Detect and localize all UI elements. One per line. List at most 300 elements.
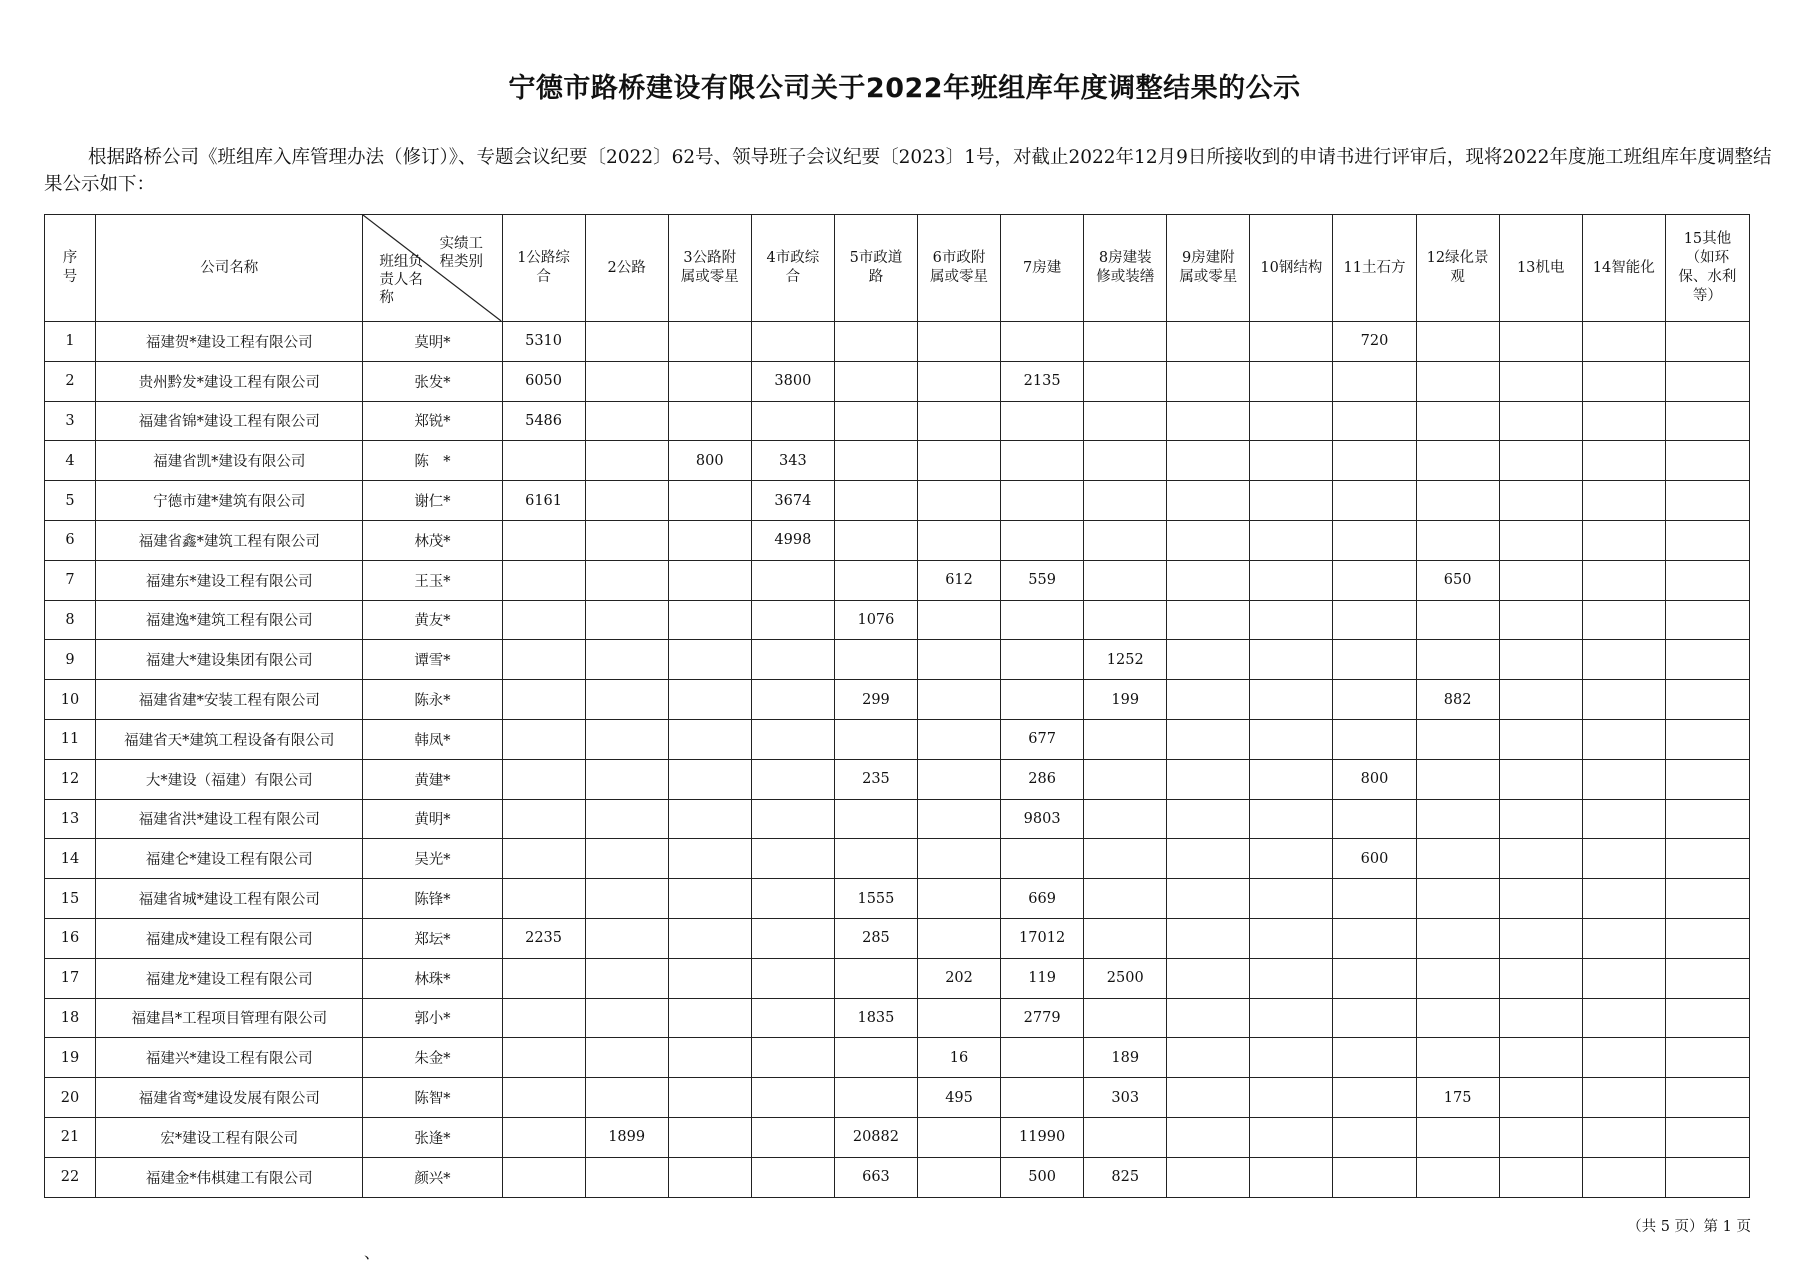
- row-value: [1665, 759, 1749, 799]
- row-seq: 21: [45, 1117, 96, 1157]
- row-value: [668, 958, 751, 998]
- row-value: [1416, 401, 1499, 441]
- row-value: [1582, 600, 1665, 640]
- row-seq: 14: [45, 839, 96, 879]
- row-value: 3674: [751, 481, 834, 521]
- row-value: [1167, 600, 1250, 640]
- row-value: [1416, 640, 1499, 680]
- row-company: 福建龙*建设工程有限公司: [96, 958, 363, 998]
- row-value: [1416, 600, 1499, 640]
- row-value: [751, 401, 834, 441]
- row-value: [1582, 958, 1665, 998]
- row-value: [668, 1038, 751, 1078]
- row-value: [1001, 441, 1084, 481]
- row-value: [1333, 1038, 1416, 1078]
- row-value: [668, 481, 751, 521]
- row-seq: 19: [45, 1038, 96, 1078]
- row-value: [502, 799, 585, 839]
- row-value: 5310: [502, 322, 585, 362]
- row-value: [1001, 322, 1084, 362]
- row-company: 福建金*伟棋建工有限公司: [96, 1157, 363, 1197]
- row-company: 福建省鑫*建筑工程有限公司: [96, 520, 363, 560]
- row-value: [1084, 799, 1167, 839]
- row-value: [834, 401, 917, 441]
- row-value: [1084, 560, 1167, 600]
- row-value: [1416, 799, 1499, 839]
- row-value: [1582, 879, 1665, 919]
- row-value: [1333, 1157, 1416, 1197]
- row-value: [1333, 520, 1416, 560]
- row-value: [834, 640, 917, 680]
- row-value: [1250, 1078, 1333, 1118]
- row-company: 福建贺*建设工程有限公司: [96, 322, 363, 362]
- row-value: [1582, 322, 1665, 362]
- row-value: [502, 560, 585, 600]
- row-value: [1250, 1117, 1333, 1157]
- row-value: [1665, 1078, 1749, 1118]
- row-value: 6161: [502, 481, 585, 521]
- row-value: [1499, 680, 1582, 720]
- row-value: [1416, 1038, 1499, 1078]
- row-company: 福建省天*建筑工程设备有限公司: [96, 719, 363, 759]
- header-category: 3公路附属或零星: [668, 215, 751, 322]
- header-company: 公司名称: [96, 215, 363, 322]
- row-value: [1250, 401, 1333, 441]
- row-value: [585, 759, 668, 799]
- row-value: [1084, 322, 1167, 362]
- row-value: [1499, 719, 1582, 759]
- row-value: [751, 958, 834, 998]
- row-value: [1167, 879, 1250, 919]
- row-value: [1250, 640, 1333, 680]
- row-seq: 17: [45, 958, 96, 998]
- row-value: [751, 998, 834, 1038]
- row-value: [1665, 918, 1749, 958]
- row-value: [1084, 759, 1167, 799]
- row-value: 20882: [834, 1117, 917, 1157]
- row-value: [1167, 719, 1250, 759]
- row-company: 大*建设（福建）有限公司: [96, 759, 363, 799]
- row-value: [1167, 481, 1250, 521]
- row-value: [1582, 1038, 1665, 1078]
- row-value: [1665, 1117, 1749, 1157]
- row-value: [917, 680, 1000, 720]
- row-value: [585, 361, 668, 401]
- row-leader: 郑锐*: [363, 401, 502, 441]
- table-row: [45, 680, 1750, 720]
- row-value: [1084, 520, 1167, 560]
- row-leader: 陈智*: [363, 1078, 502, 1118]
- row-value: [1250, 481, 1333, 521]
- row-value: [585, 1157, 668, 1197]
- row-value: [585, 1038, 668, 1078]
- row-value: [917, 361, 1000, 401]
- row-value: [1499, 958, 1582, 998]
- row-value: [751, 1157, 834, 1197]
- header-category: 9房建附属或零星: [1167, 215, 1250, 322]
- row-value: [1499, 1078, 1582, 1118]
- row-leader: 张发*: [363, 361, 502, 401]
- row-value: [1250, 560, 1333, 600]
- row-seq: 16: [45, 918, 96, 958]
- table-row: [45, 600, 1750, 640]
- row-value: [668, 560, 751, 600]
- row-value: [585, 401, 668, 441]
- row-leader: 吴光*: [363, 839, 502, 879]
- row-value: [585, 481, 668, 521]
- row-value: [1084, 918, 1167, 958]
- row-value: [668, 1078, 751, 1118]
- row-value: [1582, 361, 1665, 401]
- row-value: [502, 839, 585, 879]
- row-value: [1416, 998, 1499, 1038]
- row-value: [917, 401, 1000, 441]
- table-row: [45, 520, 1750, 560]
- row-value: [1499, 600, 1582, 640]
- header-category: 14智能化: [1582, 215, 1665, 322]
- row-value: [1499, 759, 1582, 799]
- row-seq: 12: [45, 759, 96, 799]
- row-value: [502, 640, 585, 680]
- row-value: [1416, 1157, 1499, 1197]
- row-value: 720: [1333, 322, 1416, 362]
- row-seq: 10: [45, 680, 96, 720]
- row-seq: 2: [45, 361, 96, 401]
- row-value: 1555: [834, 879, 917, 919]
- row-value: [1333, 560, 1416, 600]
- row-value: [1001, 640, 1084, 680]
- row-value: [668, 918, 751, 958]
- row-leader: 陈锋*: [363, 879, 502, 919]
- row-value: [834, 839, 917, 879]
- row-value: [1665, 441, 1749, 481]
- row-value: [1582, 640, 1665, 680]
- row-seq: 4: [45, 441, 96, 481]
- row-value: [1499, 918, 1582, 958]
- row-value: 17012: [1001, 918, 1084, 958]
- row-value: [1582, 680, 1665, 720]
- row-value: [1582, 401, 1665, 441]
- row-value: [1499, 481, 1582, 521]
- row-value: 1835: [834, 998, 917, 1038]
- row-value: [1084, 361, 1167, 401]
- row-value: [1250, 759, 1333, 799]
- row-value: [668, 799, 751, 839]
- row-value: [502, 1157, 585, 1197]
- row-value: [1250, 958, 1333, 998]
- row-seq: 6: [45, 520, 96, 560]
- row-company: 福建省城*建设工程有限公司: [96, 879, 363, 919]
- row-value: [668, 839, 751, 879]
- row-value: [1167, 401, 1250, 441]
- row-seq: 15: [45, 879, 96, 919]
- row-value: [668, 401, 751, 441]
- row-value: [668, 879, 751, 919]
- table-row: [45, 401, 1750, 441]
- row-value: 669: [1001, 879, 1084, 919]
- row-value: [1665, 680, 1749, 720]
- row-value: [1167, 918, 1250, 958]
- row-value: [585, 879, 668, 919]
- row-value: [1250, 441, 1333, 481]
- row-company: 宁德市建*建筑有限公司: [96, 481, 363, 521]
- row-value: [1499, 879, 1582, 919]
- row-company: 福建昌*工程项目管理有限公司: [96, 998, 363, 1038]
- table-row: [45, 759, 1750, 799]
- row-value: [1416, 839, 1499, 879]
- row-value: 303: [1084, 1078, 1167, 1118]
- row-value: [917, 998, 1000, 1038]
- row-leader: 颜兴*: [363, 1157, 502, 1197]
- row-value: [1665, 322, 1749, 362]
- row-value: [1333, 680, 1416, 720]
- row-leader: 朱金*: [363, 1038, 502, 1078]
- row-value: [1499, 799, 1582, 839]
- row-value: [834, 560, 917, 600]
- row-leader: 陈永*: [363, 680, 502, 720]
- row-value: [1250, 1157, 1333, 1197]
- row-value: [751, 680, 834, 720]
- row-value: [1333, 879, 1416, 919]
- row-value: [502, 680, 585, 720]
- row-value: [834, 520, 917, 560]
- row-value: [1416, 481, 1499, 521]
- row-value: [502, 441, 585, 481]
- row-value: [751, 879, 834, 919]
- row-value: [585, 441, 668, 481]
- row-value: 5486: [502, 401, 585, 441]
- row-value: [1582, 1117, 1665, 1157]
- header-category: 7房建: [1001, 215, 1084, 322]
- row-value: [917, 719, 1000, 759]
- row-value: 495: [917, 1078, 1000, 1118]
- header-category: 4市政综合: [751, 215, 834, 322]
- row-value: [834, 361, 917, 401]
- row-value: [585, 719, 668, 759]
- row-value: [1167, 1117, 1250, 1157]
- row-value: [1167, 441, 1250, 481]
- row-value: [751, 1038, 834, 1078]
- row-value: [1167, 1157, 1250, 1197]
- row-value: [585, 839, 668, 879]
- row-value: [1416, 322, 1499, 362]
- row-value: [668, 719, 751, 759]
- row-value: [1333, 401, 1416, 441]
- row-value: [834, 799, 917, 839]
- table-row: [45, 1157, 1750, 1197]
- row-value: 2235: [502, 918, 585, 958]
- row-value: 800: [1333, 759, 1416, 799]
- row-value: [668, 680, 751, 720]
- row-leader: 陈 *: [363, 441, 502, 481]
- row-value: [1167, 680, 1250, 720]
- row-value: [1333, 361, 1416, 401]
- row-value: [585, 998, 668, 1038]
- row-value: [1250, 600, 1333, 640]
- row-value: [751, 839, 834, 879]
- row-value: 189: [1084, 1038, 1167, 1078]
- row-value: [1665, 640, 1749, 680]
- row-value: [1167, 759, 1250, 799]
- row-value: [585, 918, 668, 958]
- row-company: 福建仑*建设工程有限公司: [96, 839, 363, 879]
- row-value: [1665, 839, 1749, 879]
- row-company: 福建省洪*建设工程有限公司: [96, 799, 363, 839]
- row-company: 贵州黔发*建设工程有限公司: [96, 361, 363, 401]
- row-seq: 7: [45, 560, 96, 600]
- row-value: [1416, 361, 1499, 401]
- table-row: [45, 958, 1750, 998]
- row-value: [1001, 839, 1084, 879]
- row-company: 福建逸*建筑工程有限公司: [96, 600, 363, 640]
- row-value: [917, 759, 1000, 799]
- row-leader: 林茂*: [363, 520, 502, 560]
- row-value: [668, 361, 751, 401]
- row-value: [917, 640, 1000, 680]
- row-value: [1416, 441, 1499, 481]
- row-value: [1333, 958, 1416, 998]
- header-category: 1公路综合: [502, 215, 585, 322]
- row-value: [1499, 361, 1582, 401]
- row-value: [917, 600, 1000, 640]
- row-value: 800: [668, 441, 751, 481]
- stray-mark: 、: [364, 1243, 381, 1262]
- row-company: 福建省建*安装工程有限公司: [96, 680, 363, 720]
- row-value: [1084, 839, 1167, 879]
- row-value: 3800: [751, 361, 834, 401]
- table-row: [45, 322, 1750, 362]
- row-value: [1250, 520, 1333, 560]
- row-value: [1084, 481, 1167, 521]
- row-value: [1084, 401, 1167, 441]
- row-value: [1250, 719, 1333, 759]
- row-value: [751, 799, 834, 839]
- row-value: 202: [917, 958, 1000, 998]
- row-value: [1001, 401, 1084, 441]
- row-value: 825: [1084, 1157, 1167, 1197]
- row-value: [751, 1117, 834, 1157]
- row-leader: 黄建*: [363, 759, 502, 799]
- row-value: [917, 441, 1000, 481]
- row-value: [1167, 839, 1250, 879]
- header-diagonal-cell: [363, 215, 502, 322]
- row-seq: 22: [45, 1157, 96, 1197]
- row-leader: 郭小*: [363, 998, 502, 1038]
- row-value: [834, 1078, 917, 1118]
- row-value: [502, 998, 585, 1038]
- row-value: [1582, 441, 1665, 481]
- table-row: [45, 361, 1750, 401]
- table-row: [45, 1117, 1750, 1157]
- row-value: [1084, 600, 1167, 640]
- row-value: [1499, 401, 1582, 441]
- row-value: [1250, 998, 1333, 1038]
- row-leader: 谭雪*: [363, 640, 502, 680]
- row-leader: 黄友*: [363, 600, 502, 640]
- row-value: [502, 1038, 585, 1078]
- row-value: [1582, 759, 1665, 799]
- row-value: [1333, 998, 1416, 1038]
- row-value: [1167, 520, 1250, 560]
- row-value: [917, 839, 1000, 879]
- row-value: [1665, 998, 1749, 1038]
- row-value: [1333, 1078, 1416, 1118]
- table-row: [45, 839, 1750, 879]
- row-value: [1665, 799, 1749, 839]
- row-value: [1250, 839, 1333, 879]
- row-value: 2135: [1001, 361, 1084, 401]
- row-leader: 韩凤*: [363, 719, 502, 759]
- row-value: [502, 1078, 585, 1118]
- row-value: [917, 520, 1000, 560]
- row-value: [1333, 441, 1416, 481]
- table-row: [45, 1078, 1750, 1118]
- row-value: [1665, 1038, 1749, 1078]
- row-value: [917, 879, 1000, 919]
- table-row: [45, 560, 1750, 600]
- row-value: [502, 759, 585, 799]
- row-value: [502, 719, 585, 759]
- header-category: 15其他（如环保、水利等）: [1665, 215, 1749, 322]
- row-company: 福建东*建设工程有限公司: [96, 560, 363, 600]
- row-value: [1499, 998, 1582, 1038]
- row-value: [1001, 680, 1084, 720]
- page-footer: （共 5 页）第 1 页: [1627, 1219, 1751, 1235]
- table-row: [45, 918, 1750, 958]
- row-value: [917, 1117, 1000, 1157]
- row-value: 650: [1416, 560, 1499, 600]
- row-value: [1250, 1038, 1333, 1078]
- row-value: [917, 918, 1000, 958]
- page-title: 宁德市路桥建设有限公司关于2022年班组库年度调整结果的公示: [508, 73, 1301, 104]
- row-seq: 9: [45, 640, 96, 680]
- row-value: [502, 958, 585, 998]
- row-value: [834, 441, 917, 481]
- row-value: 677: [1001, 719, 1084, 759]
- table-row: [45, 879, 1750, 919]
- row-value: [834, 719, 917, 759]
- row-value: [585, 958, 668, 998]
- row-value: [1167, 640, 1250, 680]
- row-value: [1499, 322, 1582, 362]
- row-value: [1665, 600, 1749, 640]
- row-value: [585, 1078, 668, 1118]
- row-value: [1499, 560, 1582, 600]
- row-value: [1250, 680, 1333, 720]
- row-value: [502, 520, 585, 560]
- header-category-label: 实绩工程类别: [439, 236, 484, 270]
- row-value: [1499, 839, 1582, 879]
- row-value: [502, 879, 585, 919]
- row-value: [1582, 998, 1665, 1038]
- row-value: [1582, 481, 1665, 521]
- row-value: [668, 640, 751, 680]
- row-value: 286: [1001, 759, 1084, 799]
- adjustment-table: [44, 214, 1750, 1198]
- row-value: [1582, 799, 1665, 839]
- header-category: 13机电: [1499, 215, 1582, 322]
- row-leader: 张逢*: [363, 1117, 502, 1157]
- row-value: [1665, 958, 1749, 998]
- row-value: [1582, 1157, 1665, 1197]
- row-value: [1416, 918, 1499, 958]
- table-row: [45, 998, 1750, 1038]
- row-value: [1499, 520, 1582, 560]
- table-row: [45, 481, 1750, 521]
- row-leader: 谢仁*: [363, 481, 502, 521]
- row-company: 福建省凯*建设有限公司: [96, 441, 363, 481]
- header-category: 2公路: [585, 215, 668, 322]
